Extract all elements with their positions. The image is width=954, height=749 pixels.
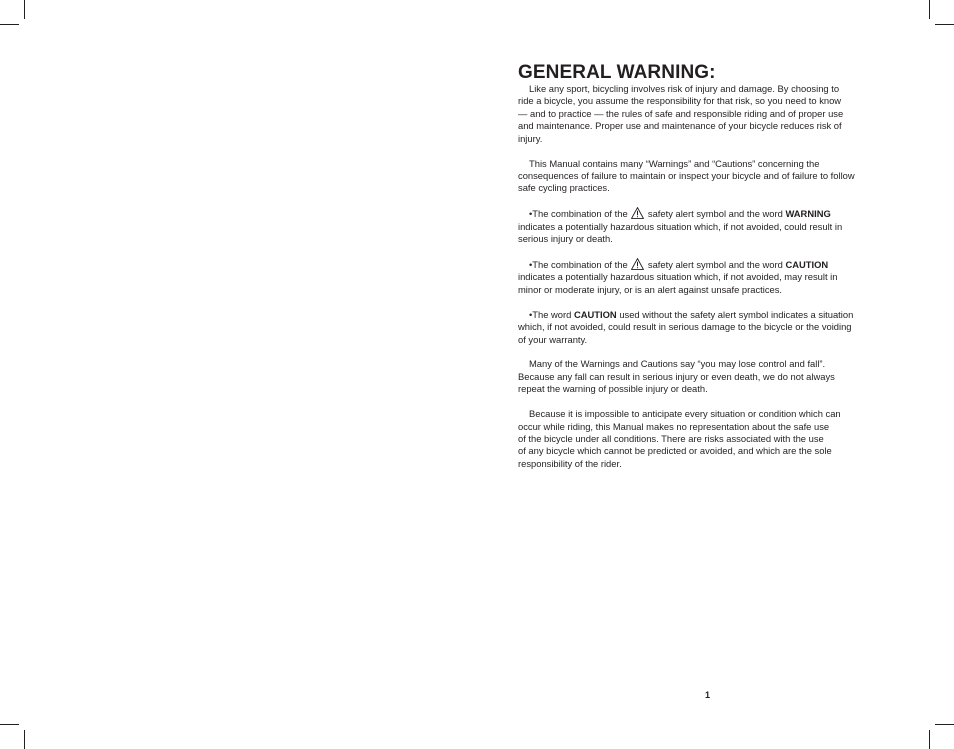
text-line: repeat the warning of possible injury or death. xyxy=(518,383,708,395)
text-line xyxy=(518,207,894,220)
lead-text: •The word xyxy=(529,308,572,320)
crop-mark-bottom-left-v xyxy=(24,730,25,749)
text-line: which, if not avoided, could result in serious damage to the bicycle or the voiding xyxy=(518,321,852,333)
crop-mark-bottom-right-v xyxy=(929,730,930,749)
text-line: of your warranty. xyxy=(518,333,588,345)
paragraph-lose-control xyxy=(518,358,894,395)
paragraph-caution-definition xyxy=(518,258,894,296)
lead-text: •The combination of the xyxy=(529,208,628,220)
crop-mark-top-right-h xyxy=(935,24,954,25)
lead-text: •The combination of the xyxy=(529,258,628,270)
warning-triangle-icon xyxy=(631,207,644,219)
text-line: responsibility of the rider. xyxy=(518,457,622,469)
paragraph-manual-warnings xyxy=(518,158,894,195)
text-line: injury. xyxy=(518,132,543,144)
crop-mark-bottom-left-h xyxy=(0,724,19,725)
text-line: — and to practice — the rules of safe and responsible riding and of proper use xyxy=(518,107,844,119)
page-title: GENERAL WARNING: xyxy=(518,62,716,83)
text-line: Because any fall can result in serious injury or even death, we do not always xyxy=(518,370,835,382)
crop-mark-top-left-v xyxy=(24,0,25,19)
text-line: consequences of failure to maintain or inspect your bicycle and of failure to follow xyxy=(518,169,855,181)
text-line: indicates a potentially hazardous situation which, if not avoided, may result in xyxy=(518,271,838,283)
text-line: and maintenance. Proper use and maintenance of your bicycle reduces risk of xyxy=(518,120,842,132)
text-line xyxy=(518,258,894,271)
text-line: of the bicycle under all conditions. There are risks associated with the use xyxy=(518,432,824,444)
text-line: minor or moderate injury, or is an alert against unsafe practices. xyxy=(518,283,783,295)
text-line: Because it is impossible to anticipate every situation or condition which can xyxy=(529,408,841,420)
paragraph-caution-no-symbol xyxy=(518,309,894,346)
keyword-warning: WARNING xyxy=(785,208,831,220)
text-line: indicates a potentially hazardous situation which, if not avoided, could result in xyxy=(518,220,843,232)
mid-text: safety alert symbol and the word xyxy=(647,258,783,270)
text-line: safe cycling practices. xyxy=(518,182,610,194)
text-line: This Manual contains many “Warnings” and “Cautions” concerning the xyxy=(529,157,820,169)
crop-mark-top-left-h xyxy=(0,24,19,25)
keyword-caution: CAUTION xyxy=(573,308,617,320)
mid-text: safety alert symbol and the word xyxy=(647,208,783,220)
paragraph-risk xyxy=(518,83,894,145)
text-line: Like any sport, bicycling involves risk of injury and damage. By choosing to xyxy=(529,83,840,94)
paragraph-warning-definition xyxy=(518,207,894,245)
text-line xyxy=(518,309,894,321)
text-line: serious injury or death. xyxy=(518,233,613,245)
warning-page xyxy=(518,62,894,483)
page-number: 1 xyxy=(705,690,711,700)
text-line: of any bicycle which cannot be predicted or avoided, and which are the sole xyxy=(518,445,832,457)
text-line: Many of the Warnings and Cautions say “you may lose control and fall”. xyxy=(529,358,826,370)
text-line: ride a bicycle, you assume the responsibility for that risk, so you need to know xyxy=(518,95,842,107)
tail-text: used without the safety alert symbol indicates a situation xyxy=(619,308,854,320)
warning-triangle-icon xyxy=(631,258,644,270)
keyword-caution: CAUTION xyxy=(785,258,829,270)
crop-mark-bottom-right-h xyxy=(935,724,954,725)
paragraph-no-representation xyxy=(518,408,894,470)
text-line: occur while riding, this Manual makes no representation about the safe use xyxy=(518,420,830,432)
crop-mark-top-right-v xyxy=(929,0,930,19)
